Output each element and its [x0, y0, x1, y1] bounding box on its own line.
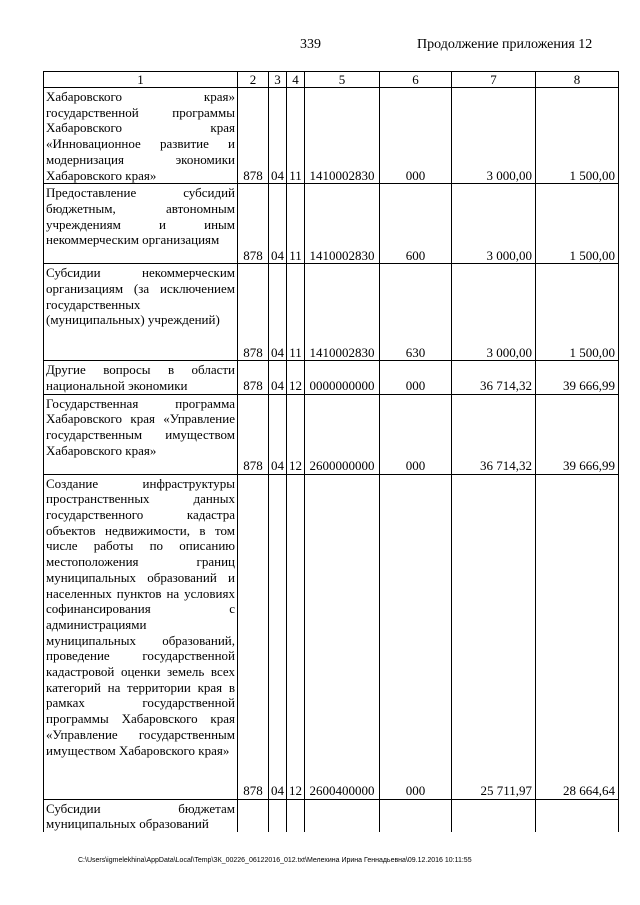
code-subsection: 11: [287, 264, 305, 361]
table-row: [44, 394, 619, 474]
code-subsection: 12: [287, 474, 305, 799]
amount-year-2: 28 664,64: [536, 474, 619, 799]
amount-year-2: 39 666,99: [536, 394, 619, 474]
amount-year-1: 3 000,00: [452, 184, 536, 264]
table-row: [44, 184, 619, 264]
code-target-article: 0000000000: [305, 361, 380, 394]
code-expense-type: 000: [380, 394, 452, 474]
code-subsection: 12: [287, 361, 305, 394]
code-target-article: [305, 799, 380, 832]
code-expense-type: [380, 799, 452, 832]
column-header: 8: [536, 72, 619, 88]
amount-year-2: 1 500,00: [536, 184, 619, 264]
code-section: 04: [269, 184, 287, 264]
code-expense-type: 000: [380, 474, 452, 799]
code-expense-type: 000: [380, 88, 452, 184]
code-subsection: [287, 799, 305, 832]
column-header: 4: [287, 72, 305, 88]
amount-year-1: [452, 799, 536, 832]
amount-year-2: 39 666,99: [536, 361, 619, 394]
code-target-article: 1410002830: [305, 184, 380, 264]
footer-file-path: C:\Users\igmelekhina\AppData\Local\Temp\ЗК_00226_06122016_012.txt\Мелехина Ирина Геннадьевна\09.12.2016 10:11:55: [78, 857, 472, 864]
code-expense-type: 000: [380, 361, 452, 394]
row-name: Другие вопросы в области национальной экономики: [44, 361, 238, 394]
code-section: 04: [269, 88, 287, 184]
amount-year-1: 3 000,00: [452, 264, 536, 361]
code-target-article: 2600000000: [305, 394, 380, 474]
code-subsection: 11: [287, 88, 305, 184]
table-row: [44, 88, 619, 184]
page-number: 339: [300, 37, 321, 52]
table-header-row: [44, 72, 619, 88]
row-name: Субсидии некоммерческим организациям (за исключением государственных (муниципальных) учреждений): [44, 264, 238, 361]
budget-table: [43, 71, 619, 832]
code-ministry: 878: [238, 361, 269, 394]
column-header: 7: [452, 72, 536, 88]
code-ministry: [238, 799, 269, 832]
code-ministry: 878: [238, 184, 269, 264]
column-header: 2: [238, 72, 269, 88]
amount-year-1: 3 000,00: [452, 88, 536, 184]
code-ministry: 878: [238, 88, 269, 184]
row-name: Государственная программа Хабаровского края «Управление государственным имуществом Хабаровского края»: [44, 394, 238, 474]
column-header: 1: [44, 72, 238, 88]
code-ministry: 878: [238, 474, 269, 799]
amount-year-2: [536, 799, 619, 832]
row-name: Субсидии бюджетам муниципальных образований: [44, 799, 238, 832]
code-section: [269, 799, 287, 832]
appendix-continuation-label: Продолжение приложения 12: [417, 37, 593, 52]
amount-year-1: 36 714,32: [452, 361, 536, 394]
code-target-article: 2600400000: [305, 474, 380, 799]
code-target-article: 1410002830: [305, 264, 380, 361]
table-row: [44, 361, 619, 394]
table-row: [44, 474, 619, 799]
row-name: Хабаровского края» государственной программы Хабаровского края «Инновационное развитие и модернизация экономики Хабаровского края»: [44, 88, 238, 184]
code-ministry: 878: [238, 394, 269, 474]
column-header: 3: [269, 72, 287, 88]
code-target-article: 1410002830: [305, 88, 380, 184]
code-section: 04: [269, 474, 287, 799]
column-header: 5: [305, 72, 380, 88]
code-expense-type: 600: [380, 184, 452, 264]
code-ministry: 878: [238, 264, 269, 361]
code-section: 04: [269, 394, 287, 474]
code-subsection: 12: [287, 394, 305, 474]
row-name: Создание инфраструктуры пространственных данных государственного кадастра объектов недвижимости, в том числе работы по описанию местоположения границ муниципальных образований и населенных пунктов на условиях софинансирования с администрациями муниципальных образований, проведение государственной кадастровой оценки земель всех категорий на территории края в рамках государственной программы Хабаровского края «Управление государственным имуществом Хабаровского края»: [44, 474, 238, 799]
code-expense-type: 630: [380, 264, 452, 361]
amount-year-2: 1 500,00: [536, 88, 619, 184]
code-section: 04: [269, 361, 287, 394]
row-name: Предоставление субсидий бюджетным, автономным учреждениям и иным некоммерческим организациям: [44, 184, 238, 264]
table-row: [44, 264, 619, 361]
code-section: 04: [269, 264, 287, 361]
amount-year-1: 25 711,97: [452, 474, 536, 799]
code-subsection: 11: [287, 184, 305, 264]
table-row: [44, 799, 619, 832]
column-header: 6: [380, 72, 452, 88]
amount-year-2: 1 500,00: [536, 264, 619, 361]
amount-year-1: 36 714,32: [452, 394, 536, 474]
